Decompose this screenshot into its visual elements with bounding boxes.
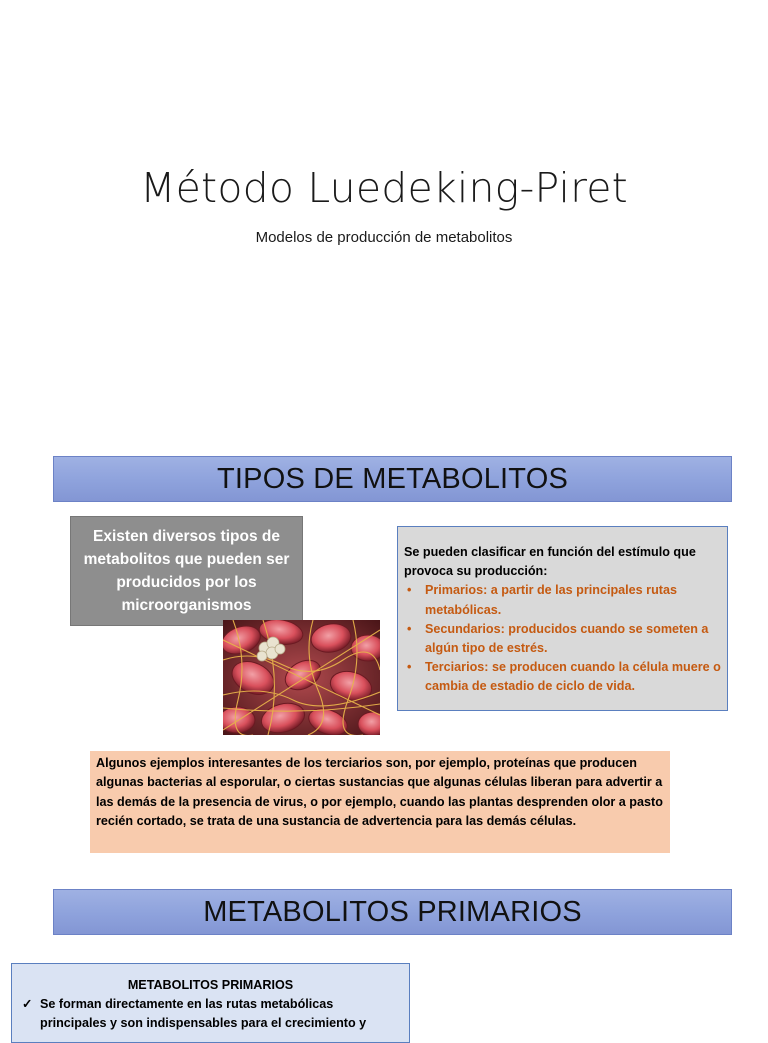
example-box: Algunos ejemplos interesantes de los terciarios son, por ejemplo, proteínas que producen algunas bacterias al esporular, o ciertas sustancias que algunas células liberan para advertir a las demás de la presencia de virus, o por ejemplo, cuando las plantas desprenden olor a pasto recién cortado, se trata de una sustancia de advertencia para las demás células.: [90, 751, 670, 853]
microorganism-illustration: [223, 620, 380, 735]
list-item: ✓ Se forman directamente en las rutas metabólicas principales y son indispensables para el crecimiento y: [22, 997, 367, 1030]
bullet-icon: •: [407, 660, 412, 675]
page-title: Método Luedeking-Piret: [140, 164, 628, 212]
box-title: METABOLITOS PRIMARIOS: [127, 978, 294, 992]
primary-metabolites-box: [11, 963, 410, 1043]
classification-list: [404, 581, 721, 696]
section-banner-primarios: [53, 889, 732, 935]
list-item: • Primarios: a partir de las principales rutas metabólicas.: [407, 583, 677, 617]
list-item: • Terciarios: se producen cuando la célula muere o cambia de estadio de ciclo de vida.: [407, 660, 721, 694]
list-item: • Secundarios: producidos cuando se someten a algún tipo de estrés.: [407, 621, 709, 656]
section-heading: METABOLITOS PRIMARIOS: [203, 895, 582, 928]
page-subtitle: Modelos de producción de metabolitos: [255, 229, 513, 246]
bullet-icon: •: [407, 583, 412, 598]
checkmark-icon: ✓: [22, 997, 33, 1011]
classification-lead: Se pueden clasificar en función del estímulo que provoca su producción:: [404, 545, 696, 579]
classification-box: [397, 526, 728, 711]
intro-box: Existen diversos tipos de metabolitos que pueden ser producidos por los microorganismos: [70, 516, 303, 626]
bullet-icon: •: [407, 621, 412, 636]
section-banner-tipos: [53, 456, 732, 502]
microorganism-image: [223, 620, 380, 735]
section-heading: TIPOS DE METABOLITOS: [217, 462, 568, 495]
